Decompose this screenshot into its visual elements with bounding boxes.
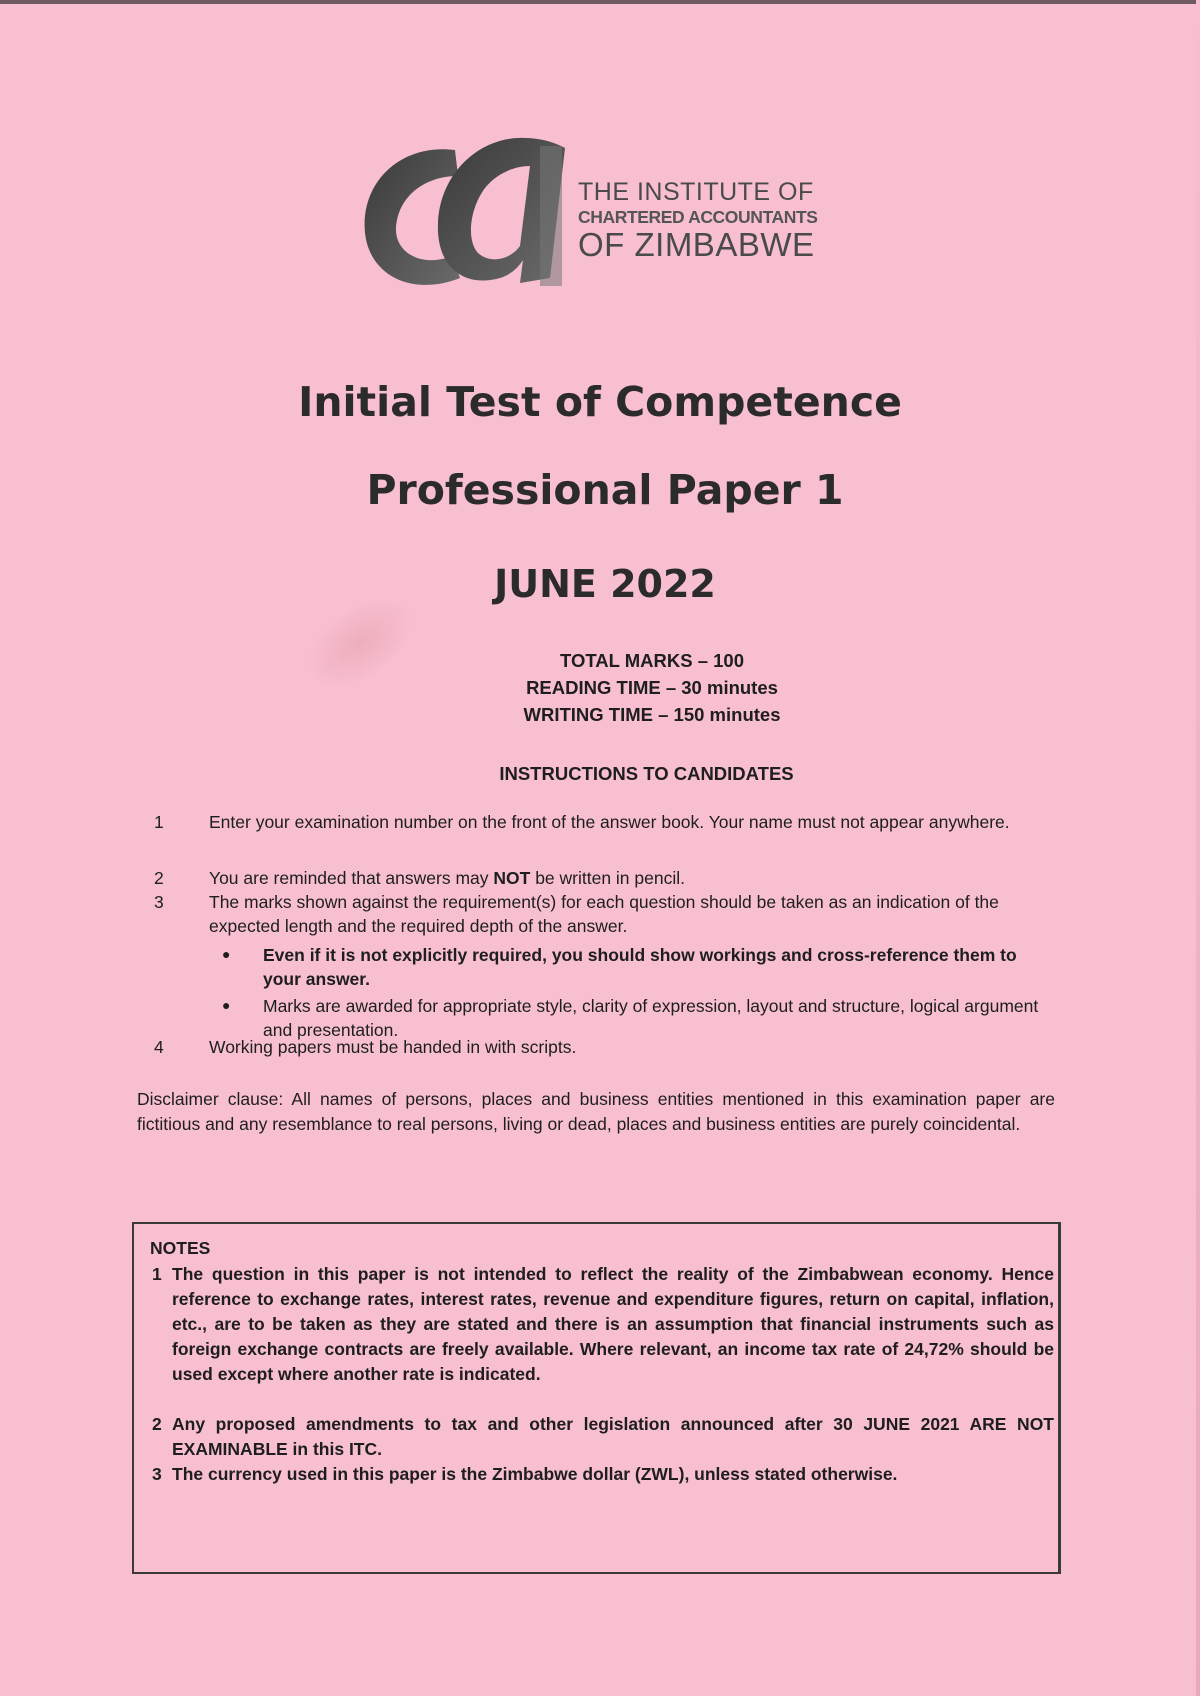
note-item — [152, 1462, 1054, 1487]
logo-line-3: OF ZIMBABWE — [578, 226, 815, 263]
note-text: The currency used in this paper is the Zimbabwe dollar (ZWL), unless stated otherwise. — [172, 1464, 898, 1484]
bullet-icon: ● — [222, 997, 231, 1013]
note-text: Any proposed amendments to tax and other legislation announced after 30 JUNE 2021 ARE NOT EXAMINABLE in this ITC. — [172, 1414, 1054, 1459]
exam-date: JUNE 2022 — [494, 562, 716, 606]
total-marks: TOTAL MARKS – 100 — [559, 650, 744, 671]
instruction-item — [154, 810, 1054, 834]
instruction-item — [154, 890, 1054, 938]
instruction-item — [154, 1035, 1054, 1059]
note-text: The question in this paper is not intended to reflect the reality of the Zimbabwean economy. Hence reference to exchange rates, interest rates, revenue and expenditure figures, return on capital, inflation, etc., are to be taken as they are stated and there is an assumption that financial instruments such as foreign exchange contracts are freely available. Where relevant, an income tax rate of 24,72% should be used except where another rate is indicated. — [172, 1264, 1054, 1384]
disclaimer-text: Disclaimer clause: All names of persons, places and business entities mentioned in this examination paper are fictitious and any resemblance to real persons, living or dead, places and business entities are purely coincidental. — [137, 1089, 1055, 1134]
instruction-item — [154, 866, 1054, 890]
instruction-number: 1 — [154, 812, 164, 832]
logo-line-2: CHARTERED ACCOUNTANTS — [578, 207, 818, 227]
bullet-text: Even if it is not explicitly required, you should show workings and cross-reference them to your answer. — [263, 945, 1017, 989]
instruction-text: Enter your examination number on the front of the answer book. Your name must not appear anywhere. — [209, 812, 1010, 832]
exam-title: Initial Test of Competence — [298, 378, 902, 426]
note-item — [152, 1262, 1054, 1387]
instruction-number: 3 — [154, 892, 164, 912]
logo-line-1: THE INSTITUTE OF — [578, 178, 814, 206]
instruction-number: 2 — [154, 868, 164, 888]
paper-title: Professional Paper 1 — [366, 466, 844, 514]
notes-heading: NOTES — [150, 1238, 211, 1258]
instructions-heading: INSTRUCTIONS TO CANDIDATES — [499, 763, 794, 784]
reading-time: READING TIME – 30 minutes — [526, 677, 778, 698]
instruction-bullet — [222, 943, 1053, 991]
writing-time: WRITING TIME – 150 minutes — [523, 704, 781, 725]
instruction-emphasis: NOT — [493, 868, 531, 888]
instruction-text: You are reminded that answers may — [209, 868, 494, 888]
instruction-text-end: be written in pencil. — [530, 868, 685, 888]
note-number: 3 — [152, 1464, 162, 1484]
note-number: 1 — [152, 1264, 162, 1284]
bullet-icon: ● — [222, 946, 231, 962]
note-number: 2 — [152, 1414, 162, 1434]
instruction-number: 4 — [154, 1037, 164, 1057]
page-top-edge — [0, 0, 1200, 4]
instruction-text: The marks shown against the requirement(s) for each question should be taken as an indication of the expected length and the required depth of the answer. — [209, 892, 999, 936]
page-right-edge — [1196, 0, 1200, 1696]
note-item — [152, 1412, 1054, 1462]
bullet-text: Marks are awarded for appropriate style, clarity of expression, layout and structure, logical argument and presentation. — [263, 996, 1039, 1040]
instruction-text: Working papers must be handed in with scripts. — [209, 1037, 577, 1057]
logo-text — [578, 178, 818, 262]
